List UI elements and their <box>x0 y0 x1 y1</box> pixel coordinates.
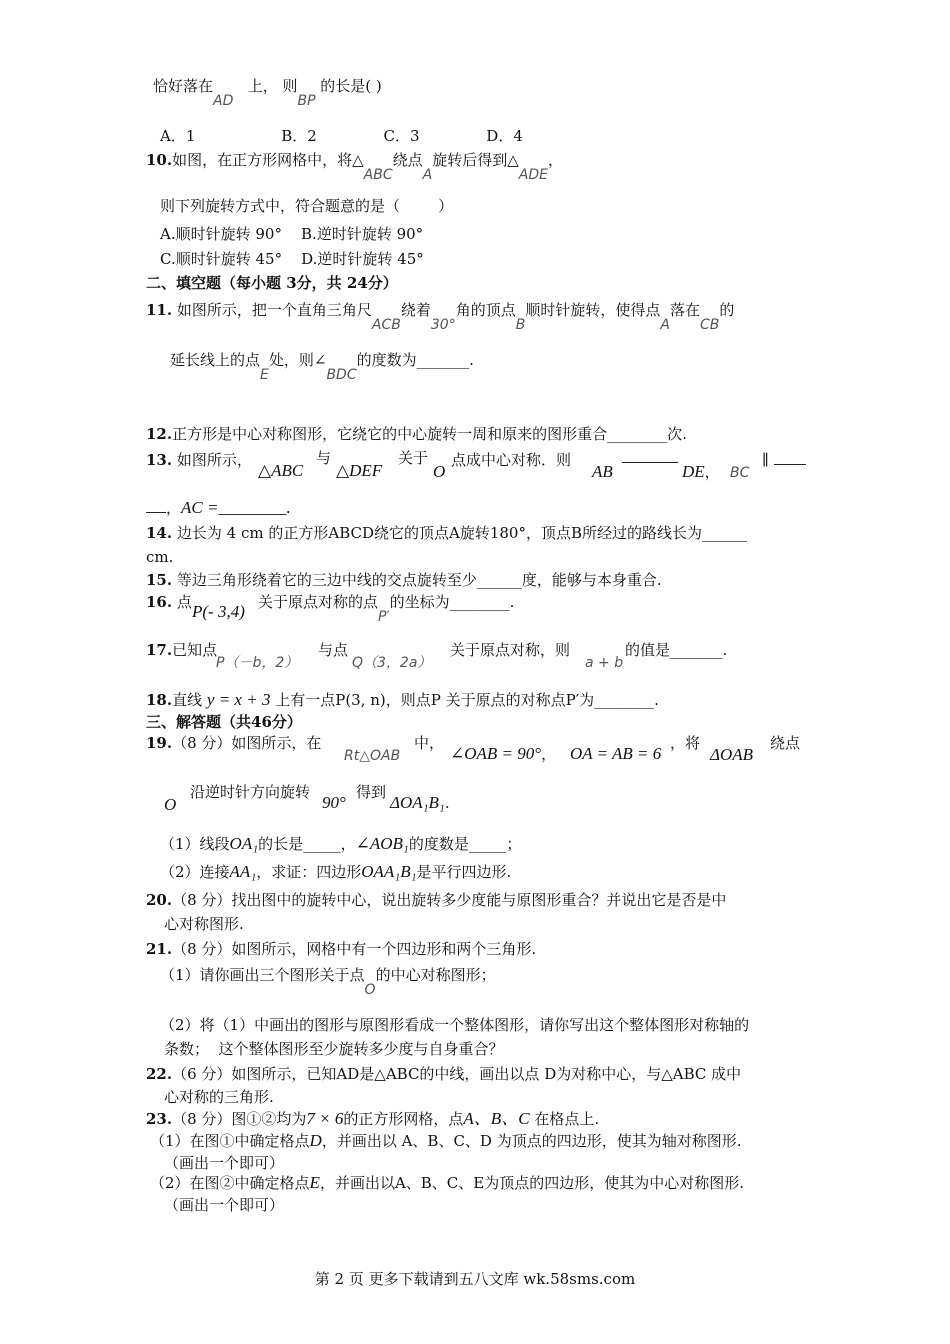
text: 如图所示，把一个直角三角尺 <box>176 301 372 319</box>
math <box>585 652 623 673</box>
math: P′ <box>378 609 390 625</box>
text: ，求证：四边形 <box>256 863 362 881</box>
question-9-continued <box>153 76 382 109</box>
math <box>344 745 400 766</box>
math: A <box>422 167 433 183</box>
math: E <box>260 367 269 383</box>
math: CB <box>699 317 720 333</box>
math: P（－b，2） <box>216 655 299 671</box>
question-10-options-ab: A.顺时针旋转 90° B.逆时针旋转 90° <box>160 225 424 243</box>
section-3-heading: 三、解答题（共46分） <box>146 713 302 731</box>
blank <box>622 448 678 468</box>
text: . <box>444 794 450 812</box>
math <box>352 652 431 673</box>
question-number: 21. <box>146 940 173 958</box>
math: O <box>364 982 376 998</box>
text: 恰好落在 <box>153 77 214 95</box>
text: 关于 <box>398 449 429 467</box>
math: P(- 3,4) <box>192 602 245 621</box>
text <box>414 733 444 753</box>
math: 7 × 6 <box>306 1109 344 1128</box>
text: （6 分）如图所示，已知AD是△ABC的中线，画出以点 D为对称中心，与△ABC 成中 <box>172 1065 742 1083</box>
math: BC <box>730 465 750 481</box>
question-number: 19. <box>146 734 173 752</box>
question-23-part-2 <box>150 1173 744 1193</box>
text <box>451 450 571 470</box>
math: △ABC <box>258 461 304 480</box>
question-23 <box>146 1109 599 1129</box>
text: 延长线上的点 <box>170 351 261 369</box>
text: 如图，在正方形网格中，将△ <box>172 151 364 169</box>
math: OA₁ <box>229 834 259 853</box>
question-10-prompt: 则下列旋转方式中，符合题意的是（ ） <box>160 197 454 215</box>
math <box>164 795 176 815</box>
text <box>356 782 386 802</box>
question-19-part-1 <box>160 834 521 854</box>
text: 等边三角形绕着它的三边中线的交点旋转至少______度，能够与本身重合. <box>176 571 662 589</box>
text: 的长是_____， <box>258 835 356 853</box>
text: 的值是_______. <box>625 641 728 659</box>
math: ΔOA₁B₁ <box>390 793 445 812</box>
question-13-continued: ，AC =________. <box>146 498 291 518</box>
math: A <box>660 317 670 333</box>
question-15 <box>146 570 662 590</box>
question-17 <box>146 640 217 660</box>
question-number: 17. <box>146 641 173 659</box>
question-number: 10. <box>146 151 173 169</box>
text: 得到 <box>356 783 387 801</box>
text: 的长是( ) <box>320 77 382 95</box>
question-11 <box>146 300 735 333</box>
text: 在格点上. <box>534 1110 600 1128</box>
text <box>762 450 806 470</box>
math <box>710 745 753 765</box>
question-19 <box>146 733 321 753</box>
math: Rt△OAB <box>344 748 401 764</box>
text: 的坐标为________. <box>389 593 515 611</box>
text: 的度数为_______. <box>356 351 474 369</box>
math <box>322 793 346 813</box>
math: AC =________. <box>181 498 291 517</box>
text <box>258 592 515 625</box>
question-10-options-cd: C.顺时针旋转 45° D.逆时针旋转 45° <box>160 250 424 268</box>
parallel-symbol: ∥ <box>762 451 769 469</box>
question-number: 18. <box>146 691 173 709</box>
math: △DEF <box>336 461 383 480</box>
text: 正方形是中心对称图形，它绕它的中心旋转一周和原来的图形重合________次. <box>172 425 687 443</box>
text: （8 分）找出图中的旋转中心，说出旋转多少度能与原图形重合？并说出它是否是中 <box>172 891 727 909</box>
text: 落在 <box>669 301 700 319</box>
text: 绕着 <box>400 301 431 319</box>
question-21-part-2: （2）将（1）中画出的图形与原图形看成一个整体图形，请你写出这个整体图形对称轴的 <box>160 1016 750 1034</box>
text <box>625 640 727 660</box>
text: （2）连接 <box>160 863 230 881</box>
text: 的 <box>719 301 735 319</box>
question-13-math-row <box>258 461 303 481</box>
question-number: 20. <box>146 891 173 909</box>
question-9-options: A．1 B．2 C．3 D．4 <box>160 127 523 145</box>
math: 90° <box>322 793 346 812</box>
text: 的正方形网格，点 <box>343 1110 464 1128</box>
question-18 <box>146 690 659 710</box>
text: ，将 <box>670 734 701 752</box>
text: 已知点 <box>172 641 218 659</box>
question-23-part-2-note: （画出一个即可） <box>164 1196 285 1214</box>
text <box>190 782 310 802</box>
page-footer: 第 2 页 更多下载请到五八文库 wk.58sms.com <box>314 1270 636 1288</box>
question-13 <box>146 450 252 470</box>
text: （2）在图②中确定格点 <box>150 1174 310 1192</box>
text: 角的顶点 <box>455 301 516 319</box>
text: 中， <box>414 734 445 752</box>
question-16 <box>146 592 192 612</box>
math: OA = AB = 6 <box>570 744 662 763</box>
math-segment: BP <box>297 93 316 109</box>
math: A、B、C <box>463 1109 530 1128</box>
text: 沿逆时针方向旋转 <box>190 783 311 801</box>
text: 顺时针旋转，使得点 <box>525 301 661 319</box>
math <box>336 461 382 481</box>
text <box>670 733 700 753</box>
math: y = x + 3 <box>206 690 271 709</box>
math: ΔOAB <box>710 745 754 764</box>
math: ∠OAB = 90° <box>450 744 542 763</box>
answer-blank <box>774 450 806 465</box>
text <box>316 448 331 468</box>
text: 旋转后得到△ <box>432 151 519 169</box>
question-10: 10.如图，在正方形网格中，将△ABC绕点A旋转后得到△ADE， <box>146 151 563 183</box>
answer-blank <box>622 448 678 463</box>
question-22-continued: 心对称的三角形. <box>164 1088 274 1106</box>
text: （1）请你画出三个图形关于点 <box>160 966 365 984</box>
question-21-part-2-continued: 条数； 这个整体图形至少旋转多少度与自身重合？ <box>164 1040 504 1058</box>
math-segment: AD <box>213 93 234 109</box>
math: O <box>164 795 177 814</box>
section-2-heading: 二、填空题（每小题 3分，共 24分） <box>146 274 398 292</box>
text <box>770 733 800 753</box>
math: D <box>309 1131 322 1150</box>
question-14 <box>146 523 747 543</box>
math: AA₁ <box>229 862 257 881</box>
text: 与点 <box>318 641 349 659</box>
question-number: 22. <box>146 1065 173 1083</box>
question-14-continued: cm. <box>146 548 174 566</box>
math <box>730 462 749 483</box>
question-number: 13. <box>146 451 173 469</box>
math: DE <box>682 462 705 481</box>
math: E <box>309 1173 320 1192</box>
math <box>390 793 450 813</box>
text: 直线 <box>172 691 203 709</box>
question-19-part-2 <box>160 862 511 882</box>
text: 如图所示， <box>176 451 252 469</box>
question-20-continued: 心对称图形. <box>164 915 244 933</box>
math: a + b <box>585 655 624 671</box>
question-number: 11. <box>146 301 173 319</box>
math: ∠AOB₁ <box>355 834 409 853</box>
text: 关于原点对称，则 <box>450 641 571 659</box>
math: Q（3，2a） <box>352 655 432 671</box>
text: （1）线段 <box>160 835 230 853</box>
math <box>450 744 556 764</box>
text: ，并画出以 A、B、C、D 为顶点的四边形，使其为轴对称图形. <box>321 1132 742 1150</box>
text: 点 <box>176 593 192 611</box>
text <box>398 448 428 468</box>
math: ADE <box>518 167 548 183</box>
math: OAA₁B₁ <box>361 862 417 881</box>
math <box>433 462 445 482</box>
math: BDC <box>326 367 357 383</box>
text: （8 分）图①②均为 <box>172 1110 307 1128</box>
text: 关于原点对称的点 <box>258 593 379 611</box>
math: ACB <box>371 317 401 333</box>
question-22 <box>146 1064 741 1084</box>
question-11-continued <box>170 350 474 383</box>
text: 点成中心对称．则 <box>451 451 572 469</box>
text: ，并画出以A、B、C、E为顶点的四边形，使其为中心对称图形. <box>319 1174 744 1192</box>
text: 边长为 4 cm 的正方形ABCD绕它的顶点A旋转180°，顶点B所经过的路线长为______ <box>176 524 747 542</box>
text: （8 分）如图所示，网格中有一个四边形和两个三角形. <box>172 940 537 958</box>
question-23-part-1-note: （画出一个即可） <box>164 1154 285 1172</box>
question-number: 14. <box>146 524 173 542</box>
text: 处，则∠ <box>268 351 327 369</box>
math: 30° <box>430 317 456 333</box>
text: 上有一点P(3, n)，则点P 关于原点的对称点P′为________. <box>275 691 659 709</box>
text: 绕点 <box>770 734 801 752</box>
text: 与 <box>316 449 332 467</box>
math: DE， <box>682 462 720 481</box>
question-20 <box>146 890 726 910</box>
question-12 <box>146 424 687 444</box>
question-number: 23. <box>146 1110 173 1128</box>
text: 的中心对称图形； <box>375 966 496 984</box>
text <box>318 640 348 660</box>
math <box>192 602 245 622</box>
question-number: 16. <box>146 593 173 611</box>
question-number: 15. <box>146 571 173 589</box>
math <box>592 462 613 482</box>
math: ABC <box>363 167 393 183</box>
math: AB <box>592 462 613 481</box>
math: O <box>433 462 446 481</box>
math: B <box>515 317 526 333</box>
text: ， <box>541 745 557 763</box>
text: 的度数是_____； <box>408 835 522 853</box>
text: （8 分）如图所示，在 <box>172 734 322 752</box>
text: 上， 则 <box>247 77 298 95</box>
question-number: 12. <box>146 425 173 443</box>
question-21-part-1 <box>160 965 496 998</box>
math <box>570 744 661 764</box>
question-21 <box>146 939 536 959</box>
text: 是平行四边形. <box>416 863 512 881</box>
answer-blank <box>146 498 166 513</box>
text <box>450 640 570 660</box>
question-23-part-1 <box>150 1131 742 1151</box>
text: 绕点 <box>392 151 423 169</box>
math <box>216 652 298 673</box>
text: （1）在图①中确定格点 <box>150 1132 310 1150</box>
